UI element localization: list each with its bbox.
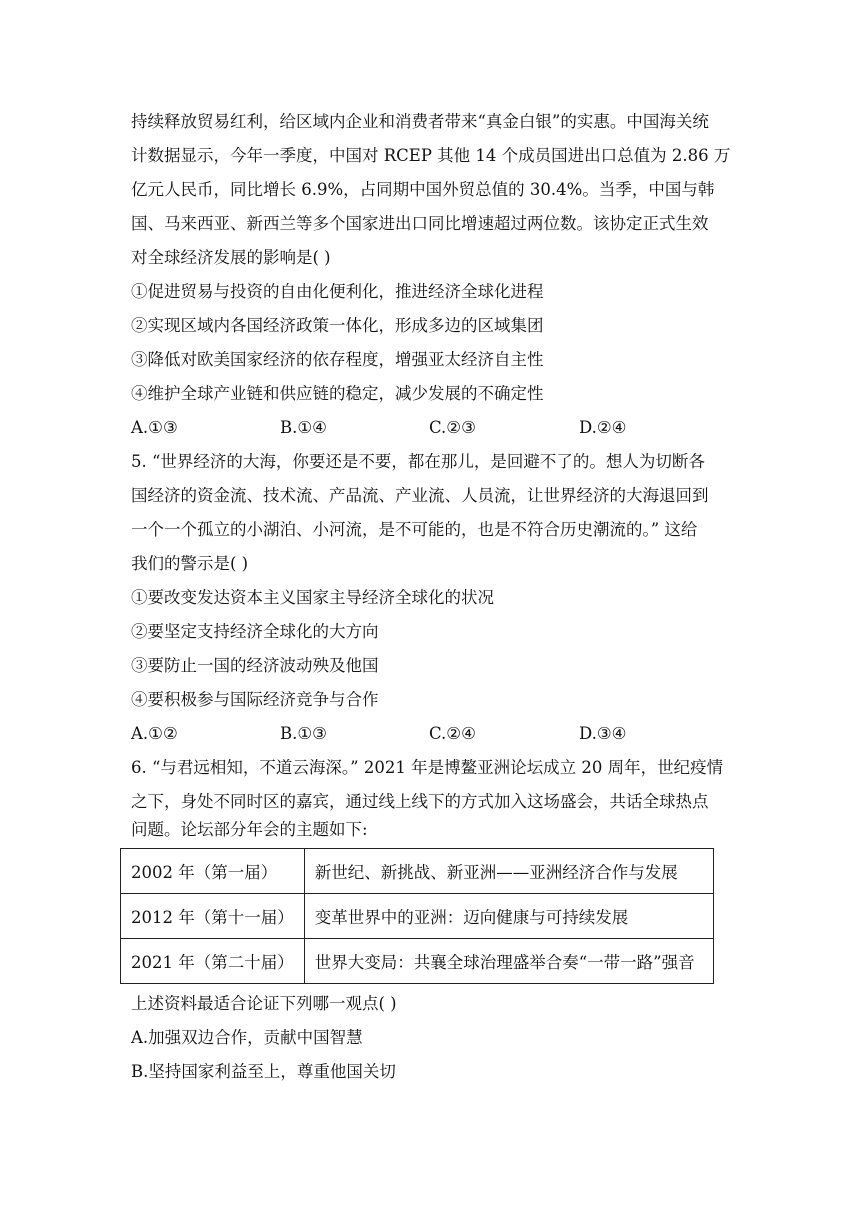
- q5-question-stem: 我们的警示是( ): [131, 554, 249, 573]
- q4-item-1: ①促进贸易与投资的自由化便利化，推进经济全球化进程: [131, 282, 544, 301]
- q5-text-line: 国经济的资金流、技术流、产品流、产业流、人员流，让世界经济的大海退回到: [131, 486, 709, 505]
- table-cell-year: 2002 年（第一届）: [121, 849, 305, 894]
- q4-item-4: ④维护全球产业链和供应链的稳定，减少发展的不确定性: [131, 384, 544, 403]
- table-cell-year: 2021 年（第二十届）: [121, 939, 305, 984]
- q6-option-b: B.坚持国家利益至上，尊重他国关切: [131, 1062, 396, 1081]
- q5-item-3: ③要防止一国的经济波动殃及他国: [131, 656, 379, 675]
- q4-option-c: C.②③: [429, 418, 476, 437]
- q5-option-b: B.①③: [280, 724, 327, 743]
- q4-text-line: 国、马来西亚、新西兰等多个国家进出口同比增速超过两位数。该协定正式生效: [131, 214, 709, 233]
- q6-option-a: A.加强双边合作，贡献中国智慧: [131, 1028, 363, 1047]
- q6-text-line: 6. “与君远相知，不道云海深。” 2021 年是博鳌亚洲论坛成立 20 周年，世纪疫情: [131, 758, 724, 777]
- table-row: [121, 849, 714, 894]
- q5-options: [131, 723, 731, 745]
- q4-item-3: ③降低对欧美国家经济的依存程度，增强亚太经济自主性: [131, 350, 544, 369]
- q5-option-a: A.①②: [131, 724, 178, 743]
- q4-options: [131, 417, 731, 439]
- q4-text-line: 持续释放贸易红利，给区域内企业和消费者带来“真金白银”的实惠。中国海关统: [131, 112, 709, 131]
- table-row: [121, 894, 714, 939]
- q4-option-b: B.①④: [280, 418, 327, 437]
- q4-text-line: 计数据显示，今年一季度，中国对 RCEP 其他 14 个成员国进出口总值为 2.86 万: [131, 146, 731, 165]
- q6-question-stem: 上述资料最适合论证下列哪一观点( ): [131, 994, 397, 1013]
- table-cell-theme: 新世纪、新挑战、新亚洲——亚洲经济合作与发展: [304, 849, 713, 894]
- q4-option-a: A.①③: [131, 418, 178, 437]
- q4-item-2: ②实现区域内各国经济政策一体化，形成多边的区域集团: [131, 316, 544, 335]
- q5-item-1: ①要改变发达资本主义国家主导经济全球化的状况: [131, 588, 494, 607]
- q5-option-c: C.②④: [429, 724, 476, 743]
- q4-text-line: 亿元人民币，同比增长 6.9%，占同期中国外贸总值的 30.4%。当季，中国与韩: [131, 180, 715, 199]
- forum-themes-table: [120, 848, 714, 984]
- q6-text-line: 问题。论坛部分年会的主题如下:: [131, 820, 368, 839]
- q5-item-2: ②要坚定支持经济全球化的大方向: [131, 622, 379, 641]
- table-row: [121, 939, 714, 984]
- q5-item-4: ④要积极参与国际经济竞争与合作: [131, 690, 379, 709]
- table-cell-theme: 变革世界中的亚洲：迈向健康与可持续发展: [304, 894, 713, 939]
- q5-text-line: 一个一个孤立的小湖泊、小河流，是不可能的，也是不符合历史潮流的。” 这给: [131, 520, 698, 539]
- q6-text-line: 之下，身处不同时区的嘉宾，通过线上线下的方式加入这场盛会，共话全球热点: [131, 792, 709, 811]
- table-cell-year: 2012 年（第十一届）: [121, 894, 305, 939]
- q5-text-line: 5. “世界经济的大海，你要还是不要，都在那儿，是回避不了的。想人为切断各: [131, 452, 705, 471]
- table-cell-theme: 世界大变局：共襄全球治理盛举合奏“一带一路”强音: [304, 939, 713, 984]
- q4-option-d: D.②④: [579, 418, 627, 437]
- q5-option-d: D.③④: [579, 724, 627, 743]
- q4-question-stem: 对全球经济发展的影响是( ): [131, 248, 331, 267]
